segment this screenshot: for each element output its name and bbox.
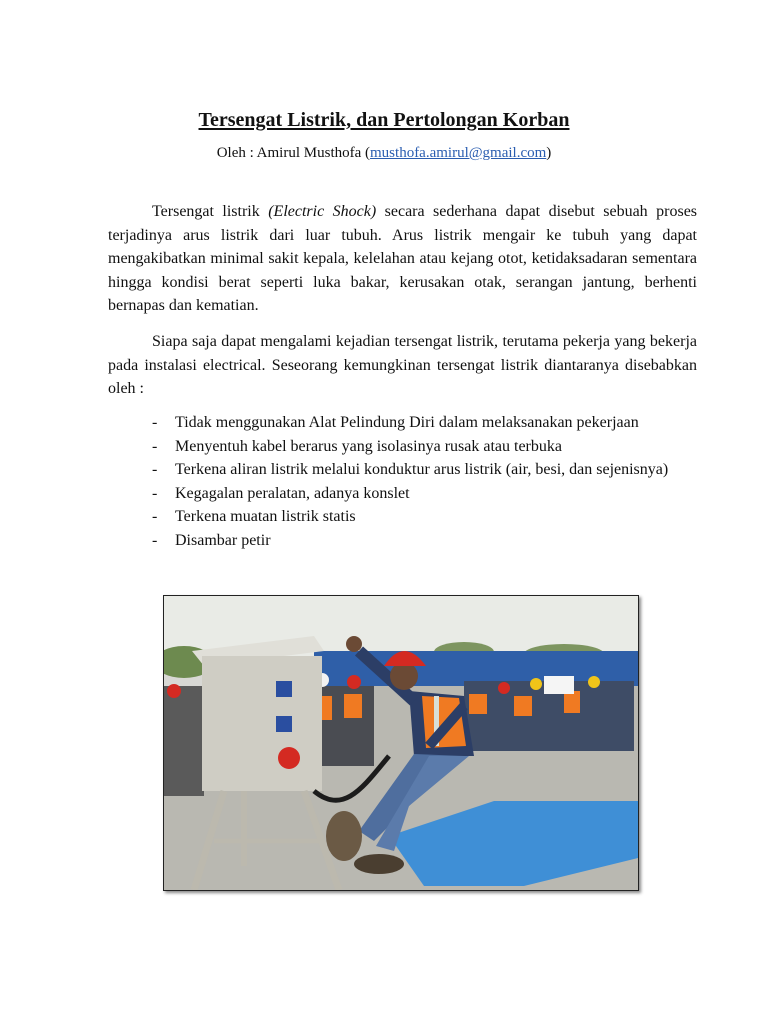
p1-italic-term: (Electric Shock) [268,203,377,220]
causes-list [150,411,697,553]
bullet-dash: - [152,414,158,431]
list-item [150,458,697,482]
p1-text-rest: secara sederhana dapat disebut sebuah proses terjadinya arus listrik dari luar tubuh. Arus listrik mengair ke tubuh yang dapat mengakibatkan minimal sakit kepala, kelelahan atau kejang otot, ketidaksadaran sementara hingga kondisi berat seperti luka bakar, kerusakan otak, serangan jantung, berhenti bernapas dan kematian. [108,203,698,315]
bullet-dash: - [152,461,158,479]
author-byline [0,145,768,162]
photo-illustration [164,596,638,890]
list-item-text: Tidak menggunakan Alat Pelindung Diri dalam melaksanakan pekerjaan [175,414,639,431]
list-item-text: Terkena aliran listrik melalui konduktur arus listrik (air, besi, dan sejenisnya) [175,461,669,479]
document-title [0,109,768,132]
p2-text: Siapa saja dapat mengalami kejadian tersengat listrik, terutama pekerja yang bekerja pada instalasi electrical. Seseorang kemungkinan tersengat listrik diantaranya disebabkan oleh : [108,333,697,398]
list-item-text: Kegagalan peralatan, adanya konslet [175,484,410,502]
bullet-dash: - [152,484,158,502]
author-email-link[interactable]: musthofa.amirul@gmail.com [370,145,547,161]
list-item [150,482,697,506]
bullet-dash: - [152,508,158,526]
list-item [150,529,697,553]
list-item-text: Terkena muatan listrik statis [175,508,356,526]
paragraph-definition [108,200,697,318]
list-item-text: Disambar petir [175,531,271,549]
p1-text-start: Tersengat listrik [152,203,269,220]
electric-shock-demo-photo [163,595,639,891]
list-item [150,505,697,529]
list-item-text: Menyentuh kabel berarus yang isolasinya rusak atau terbuka [175,437,562,455]
bullet-dash: - [152,531,158,549]
byline-suffix: ) [546,145,552,161]
byline-prefix: Oleh : Amirul Musthofa ( [216,145,371,161]
document-title-text: Tersengat Listrik, dan Pertolongan Korban [198,109,570,131]
paragraph-causes-intro [108,330,697,401]
bullet-dash: - [152,437,158,455]
list-item [150,435,697,459]
list-item [150,411,697,435]
